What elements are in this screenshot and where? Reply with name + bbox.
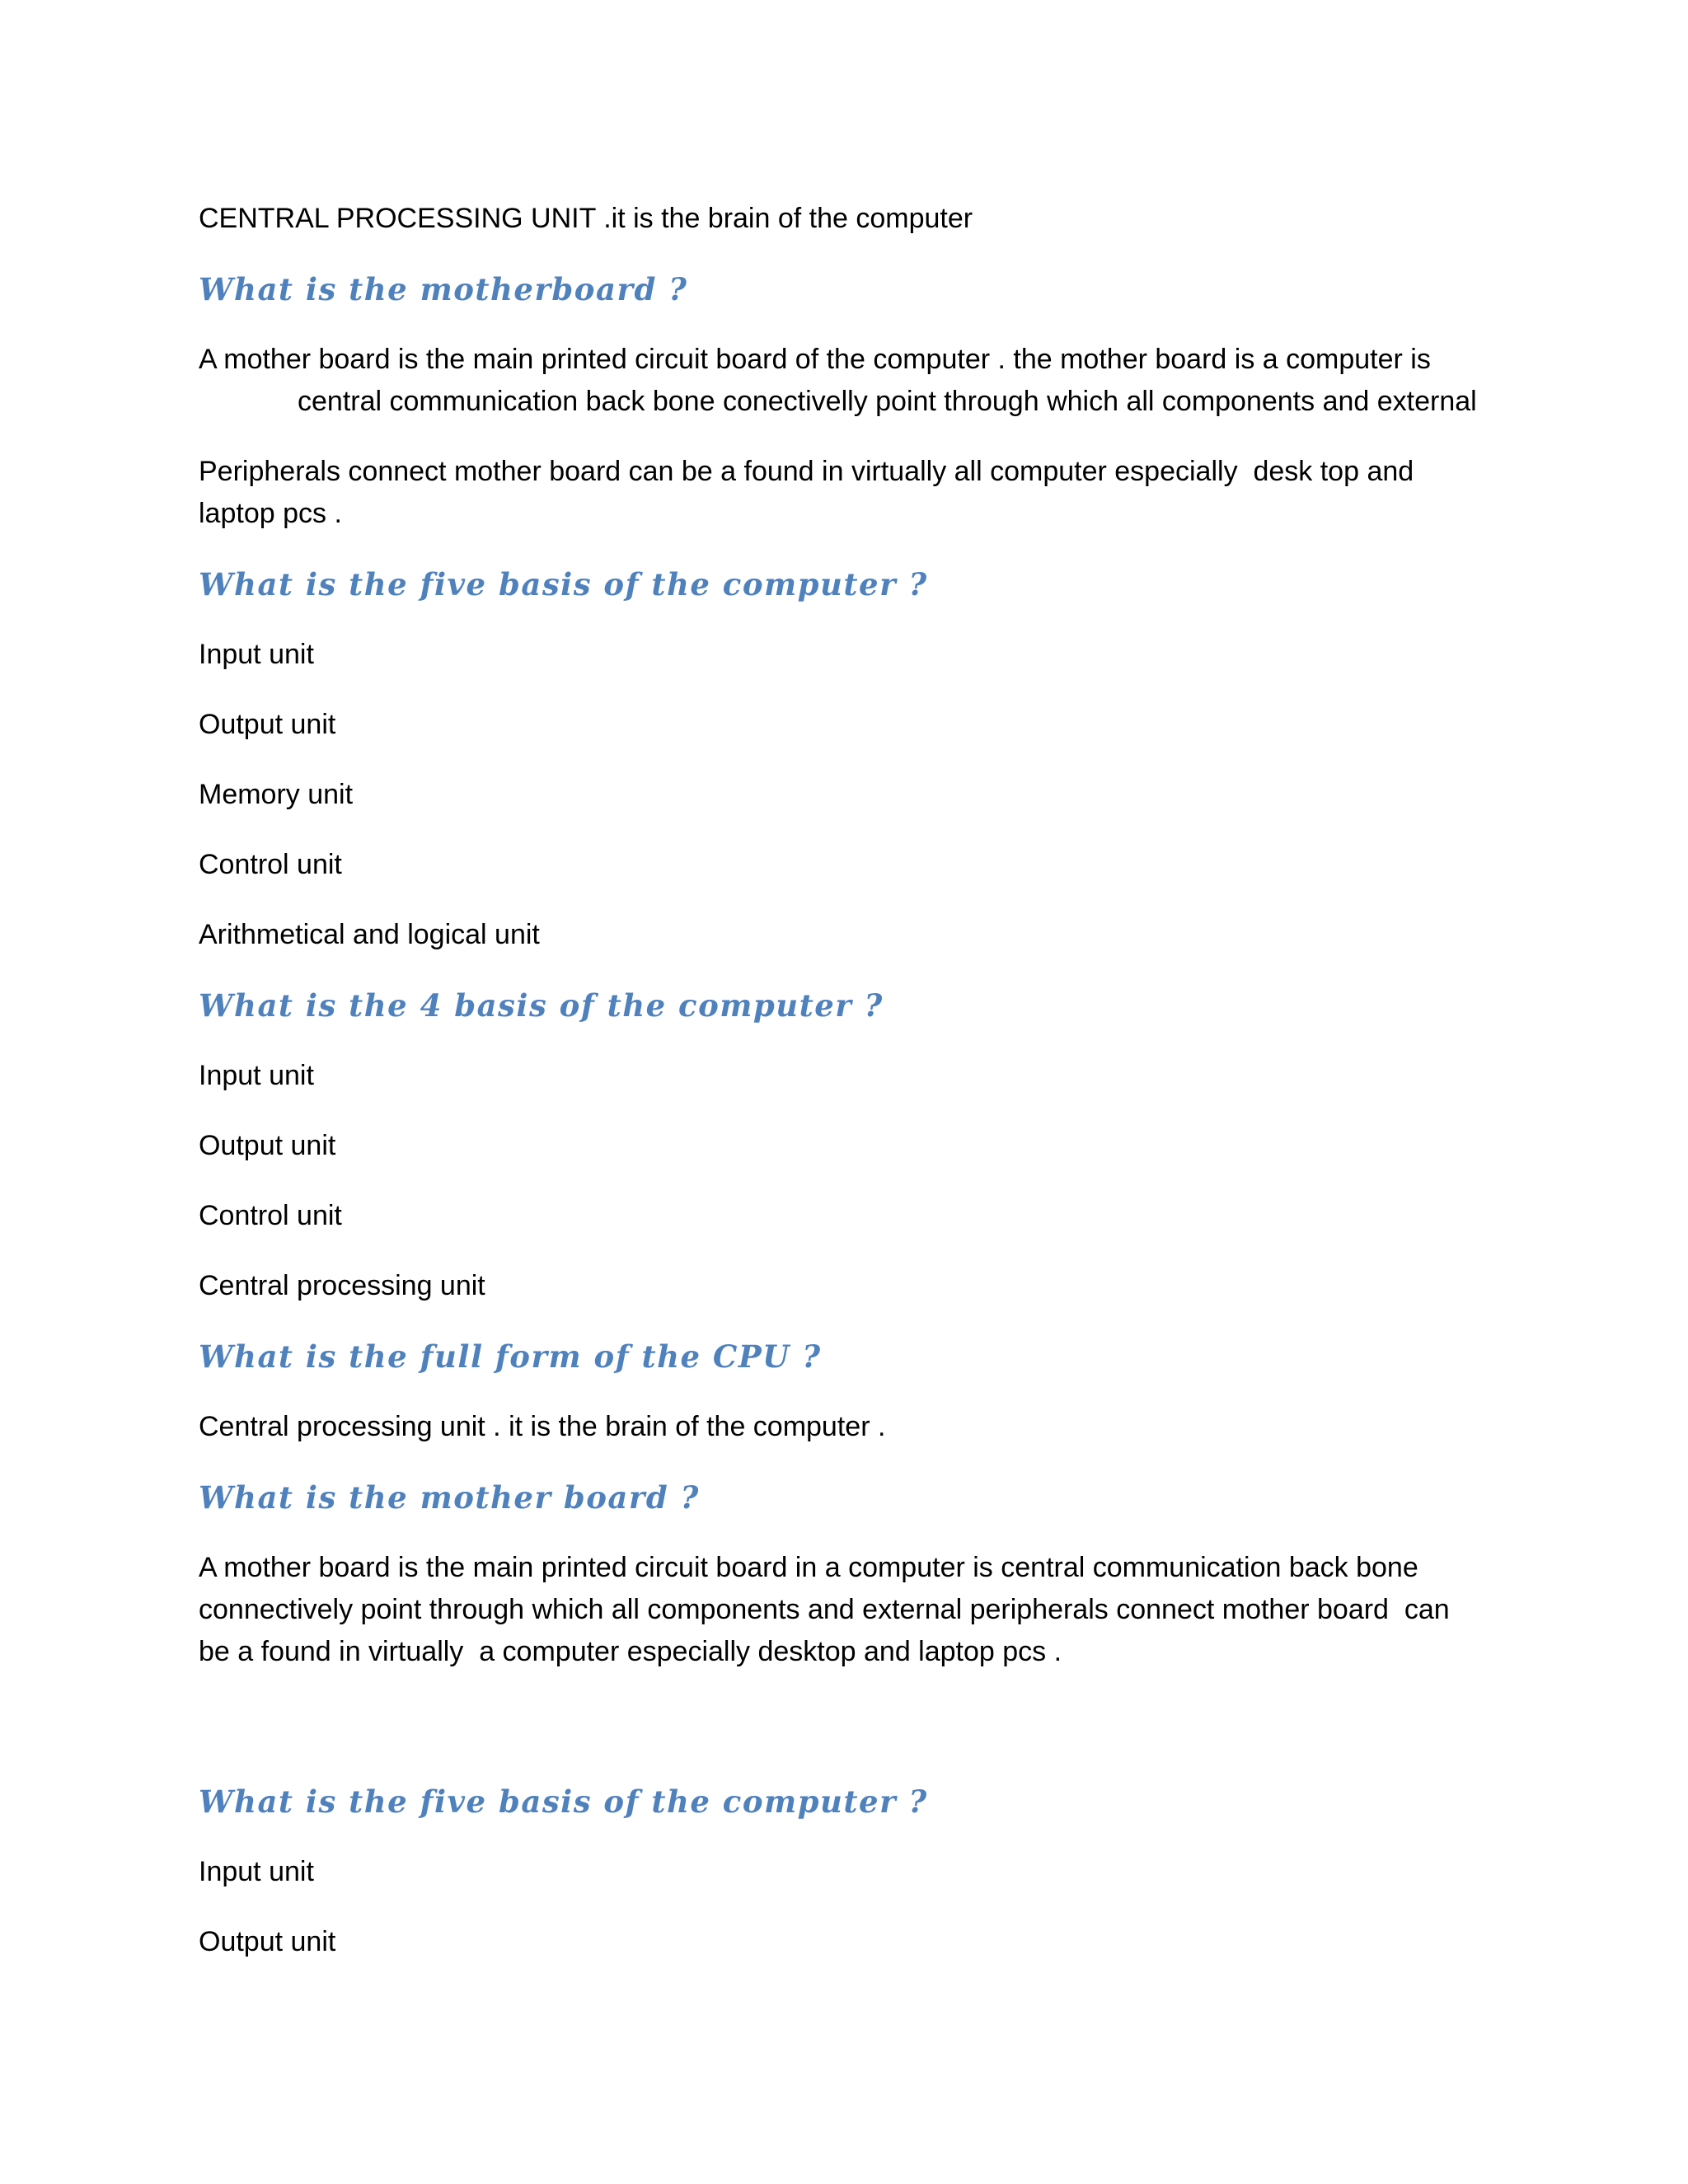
- cpu-full-form-text: Central processing unit . it is the brain of the computer .: [199, 1411, 886, 1442]
- list-item: Input unit: [199, 1856, 314, 1887]
- blank-gap: [199, 1701, 1484, 1780]
- list-item: Output unit: [199, 1130, 336, 1161]
- mother-board-definition-text: A mother board is the main printed circuit board in a computer is central communication back bone connectively point through which all components and external peripherals connect mother board can be a found in virtually a computer especially desktop and laptop pcs .: [199, 1552, 1458, 1667]
- list-item: Output unit: [199, 1926, 336, 1957]
- list-item: Input unit: [199, 1060, 314, 1091]
- cpu-intro-text: CENTRAL PROCESSING UNIT .it is the brain of the computer: [199, 203, 973, 234]
- list-item: Control unit: [199, 849, 342, 880]
- heading-mother-board: What is the mother board ?: [199, 1479, 700, 1516]
- list-item: Output unit: [199, 709, 336, 740]
- list-item: Input unit: [199, 639, 314, 670]
- heading-four-basis: What is the 4 basis of the computer ?: [199, 987, 884, 1024]
- list-item: Control unit: [199, 1200, 342, 1231]
- peripherals-text: Peripherals connect mother board can be a found in virtually all computer especially desk top and laptop pcs .: [199, 456, 1422, 529]
- list-item: Arithmetical and logical unit: [199, 919, 540, 950]
- heading-five-basis-repeat: What is the five basis of the computer ?: [199, 1783, 928, 1820]
- heading-motherboard: What is the motherboard ?: [199, 271, 688, 307]
- motherboard-definition-text: A mother board is the main printed circuit board of the computer . the mother board is a computer is central communication back bone conectivelly point through which all components and external: [199, 344, 1477, 417]
- heading-cpu-full-form: What is the full form of the CPU ?: [199, 1338, 822, 1375]
- list-item: Memory unit: [199, 779, 354, 810]
- heading-five-basis: What is the five basis of the computer ?: [199, 566, 928, 602]
- list-item: Central processing unit: [199, 1270, 485, 1301]
- document-body: [199, 198, 1484, 1991]
